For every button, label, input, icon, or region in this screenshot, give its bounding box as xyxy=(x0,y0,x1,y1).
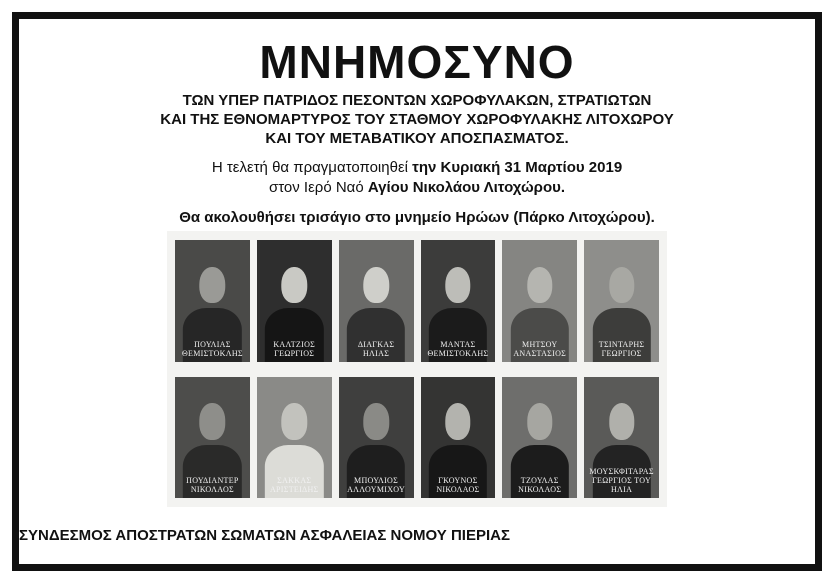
portrait-caption xyxy=(423,476,494,494)
portrait-caption-line: ΠΟΥΔΙΑΝΤΕΡ xyxy=(186,476,239,485)
memorial-notice-border xyxy=(12,12,822,571)
fallen-portraits-grid xyxy=(167,231,667,507)
portrait-photo xyxy=(421,240,496,362)
portrait-photo xyxy=(421,377,496,499)
portrait-caption xyxy=(259,476,330,494)
ceremony-date-prefix: Η τελετή θα πραγματοποιηθεί xyxy=(211,159,413,176)
portrait-photo xyxy=(339,240,414,362)
notice-subtitle xyxy=(29,91,805,148)
portrait-photo xyxy=(175,240,250,362)
portrait-caption xyxy=(259,340,330,358)
portrait-caption-line: ΝΙΚΟΛΑΟΣ xyxy=(436,485,480,494)
portrait-caption xyxy=(504,340,575,358)
portrait-photo xyxy=(584,377,659,499)
portrait-caption xyxy=(177,476,248,494)
portrait-caption-line: ΚΑΛΤΖΙΟΣ ΓΕΩΡΓΙΟΣ xyxy=(273,339,316,358)
portrait-caption-line: ΠΟΥΛΙΑΣ xyxy=(194,339,231,349)
portrait-caption-line: ΣΑΚΚΑΣ xyxy=(277,476,312,485)
portrait-caption-line: ΗΛΙΑΣ xyxy=(362,348,390,358)
portrait-caption-line: ΓΕΩΡΓΙΟΣ xyxy=(601,348,642,358)
portrait-caption-line: ΑΝΑΣΤΑΣΙΟΣ xyxy=(513,348,567,358)
ceremony-place-prefix: στον Ιερό Ναό xyxy=(268,179,368,196)
notice-title: ΜΝΗΜΟΣΥΝΟ xyxy=(259,36,575,88)
ceremony-date-line xyxy=(29,158,805,178)
ceremony-church: Αγίου Νικολάου Λιτοχώρου. xyxy=(367,179,566,196)
portrait-caption xyxy=(504,476,575,494)
subtitle-line: ΚΑΙ ΤΟΥ ΜΕΤΑΒΑΤΙΚΟΥ ΑΠΟΣΠΑΣΜΑΤΟΣ. xyxy=(265,130,569,147)
portrait-caption-line: ΜΟΥΣΚΦΙΤΑΡΑΣ xyxy=(589,467,654,476)
portrait-caption-line: ΤΣΙΝΤΑΡΗΣ xyxy=(598,339,645,349)
portrait-photo xyxy=(257,240,332,362)
trisagion-announcement: Θα ακολουθήσει τρισάγιο στο μνημείο Ηρώων (Πάρκο Λιτοχώρου). xyxy=(179,209,655,226)
portrait-photo xyxy=(257,377,332,499)
portrait-photo xyxy=(175,377,250,499)
portrait-caption-line: ΑΡΙΣΤΕΙΔΗΣ xyxy=(269,485,319,494)
portrait-caption xyxy=(586,467,657,494)
portrait-caption-line: ΤΖΟΥΛΑΣ xyxy=(520,476,559,485)
portrait-photo xyxy=(339,377,414,499)
portrait-caption xyxy=(341,476,412,494)
portrait-caption-line: ΔΙΑΓΚΑΣ xyxy=(357,339,395,349)
portrait-caption-line: ΜΑΝΤΑΣ xyxy=(440,339,476,349)
portrait-caption-line: ΜΗΤΣΟΥ xyxy=(522,339,558,349)
portrait-caption-line: ΑΛΛΟΥΜΙΧΟΥ xyxy=(347,485,406,494)
portrait-caption xyxy=(586,340,657,358)
ceremony-date: την Κυριακή 31 Μαρτίου 2019 xyxy=(412,159,623,176)
association-signature: ΣΥΝΔΕΣΜΟΣ ΑΠΟΣΤΡΑΤΩΝ ΣΩΜΑΤΩΝ ΑΣΦΑΛΕΙΑΣ ΝΟΜΟΥ ΠΙΕΡΙΑΣ xyxy=(19,527,510,544)
portrait-caption-line: ΘΕΜΙΣΤΟΚΛΗΣ xyxy=(427,348,489,358)
portrait-caption-line: ΓΚΟΥΝΟΣ xyxy=(438,476,478,485)
portrait-photo xyxy=(502,240,577,362)
subtitle-line: ΚΑΙ ΤΗΣ ΕΘΝΟΜΑΡΤΥΡΟΣ ΤΟΥ ΣΤΑΘΜΟΥ ΧΩΡΟΦΥΛΑΚΗΣ ΛΙΤΟΧΩΡΟΥ xyxy=(160,111,674,128)
portrait-caption xyxy=(341,340,412,358)
portrait-photo xyxy=(584,240,659,362)
subtitle-line: ΤΩΝ ΥΠΕΡ ΠΑΤΡΙΔΟΣ ΠΕΣΟΝΤΩΝ ΧΩΡΟΦΥΛΑΚΩΝ, ΣΤΡΑΤΙΩΤΩΝ xyxy=(182,92,652,109)
portrait-caption-line: ΜΠΟΥΛΙΟΣ xyxy=(354,476,399,485)
portrait-caption-line: ΝΙΚΟΛΑΟΣ xyxy=(190,485,234,494)
ceremony-place-line xyxy=(29,178,805,198)
ceremony-details xyxy=(29,158,805,198)
portrait-caption-line: ΘΕΜΙΣΤΟΚΛΗΣ xyxy=(181,348,243,358)
portrait-caption-line: ΓΕΩΡΓΙΟΣ ΤΟΥ ΗΛΙΑ xyxy=(592,476,652,494)
portrait-photo xyxy=(502,377,577,499)
portrait-caption-line: ΝΙΚΟΛΑΟΣ xyxy=(518,485,562,494)
portrait-caption xyxy=(423,340,494,358)
portrait-caption xyxy=(177,340,248,358)
